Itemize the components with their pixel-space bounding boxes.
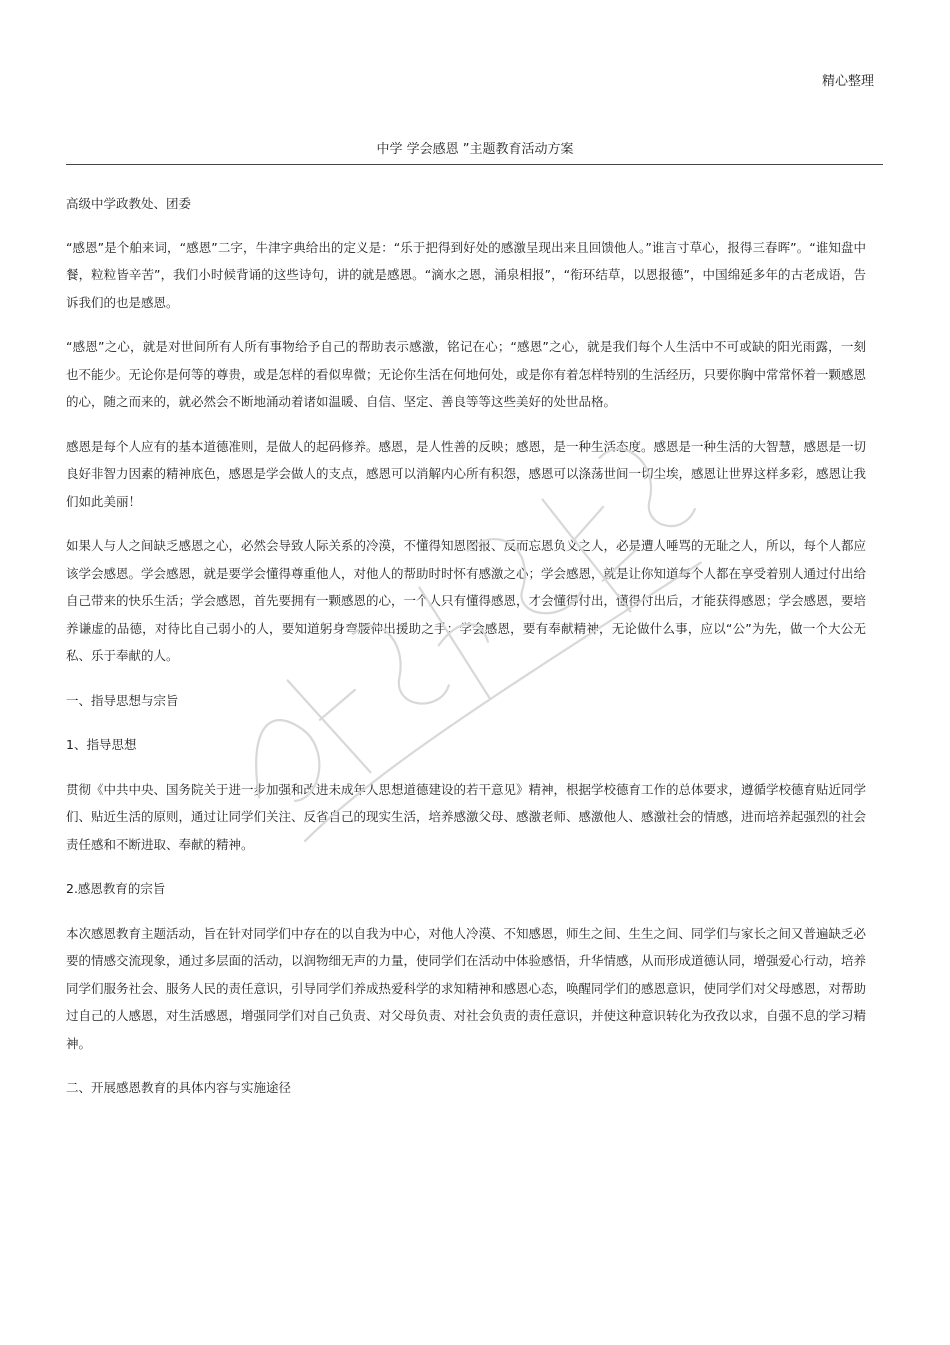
title-divider <box>66 164 883 165</box>
subsection-heading-purpose: 2.感恩教育的宗旨 <box>66 881 166 896</box>
purpose-text: 本次感恩教育主题活动，旨在针对同学们中存在的以自我为中心，对他人冷漠、不知感恩，师生之间、生生之间、同学们与家长之间又普遍缺乏必要的情感交流现象，通过多层面的活动，以润物细无声的力量，使同学们在活动中体验感悟，升华情感，从而形成道德认同，增强爱心行动，培养同学们服务社会、服务人民的责任意识，引导同学们养成热爱科学的求知精神和感恩心态，唤醒同学们的感恩意识，使同学们对父母感恩，对帮助过自己的人感恩，对生活感恩，增强同学们对自己负责、对父母负责、对社会负责的责任意识，并使这种意识转化为孜孜以求，自强不息的学习精神。 <box>66 925 867 1051</box>
section-heading-1: 一、指导思想与宗旨 <box>66 692 179 708</box>
header-label: 精心整理 <box>821 74 874 89</box>
intro-paragraph-3: 感恩是每个人应有的基本道德准则，是做人的起码修养。感恩，是人性善的反映；感恩，是一种生活态度。感恩是一种生活的大智慧，感恩是一切良好非智力因素的精神底色，感恩是学会做人的支点，感恩可以消解内心所有积怨，感恩可以涤荡世间一切尘埃，感恩让世界这样多彩，感恩让我们如此美丽！ <box>66 438 867 509</box>
intro-paragraph-2: “感恩”之心，就是对世间所有人所有事物给予自己的帮助表示感激，铭记在心；“感恩”之心，就是我们每个人生活中不可或缺的阳光雨露，一刻也不能少。无论你是何等的尊贵，或是怎样的看似卑微；无论你生活在何地何处，或是你有着怎样特别的生活经历，只要你胸中常常怀着一颗感恩的心，随之而来的，就必然会不断地涌动着诸如温暖、自信、坚定、善良等等这些美好的处世品格。 <box>66 339 867 409</box>
organization-line: 高级中学政教处、团委 <box>66 196 192 211</box>
guiding-thought-text: 贯彻《中共中央、国务院关于进一步加强和改进未成年人思想道德建设的若干意见》精神，根据学校德育工作的总体要求，遵循学校德育贴近同学们、贴近生活的原则，通过让同学们关注、反省自己的现实生活，培养感激父母、感激老师、感激他人、感激社会的情感，进而培养起强烈的社会责任感和不断进取、奉献的精神。 <box>66 781 867 852</box>
intro-paragraph-4: 如果人与人之间缺乏感恩之心，必然会导致人际关系的冷漠，不懂得知恩图报、反而忘恩负义之人，必是遭人唾骂的无耻之人，所以，每个人都应该学会感恩。学会感恩，就是要学会懂得尊重他人，对他人的帮助时时怀有感激之心；学会感恩，就是让你知道每个人都在享受着别人通过付出给自己带来的快乐生活；学会感恩，首先要拥有一颗感恩的心，一个人只有懂得感恩，才会懂得付出，懂得付出后，才能获得感恩；学会感恩，要培养谦虚的品德，对待比自己弱小的人，要知道躬身弯腰伸出援助之手；学会感恩，要有奉献精神，无论做什么事，应以“公”为先，做一个大公无私、乐于奉献的人。 <box>66 538 867 663</box>
intro-paragraph-1: “感恩”是个舶来词，“感恩”二字，牛津字典给出的定义是：“乐于把得到好处的感激呈现出来且回馈他人。”谁言寸草心，报得三春晖”。“谁知盘中餐，粒粒皆辛苦”，我们小时候背诵的这些诗句，讲的就是感恩。“滴水之恩，涌泉相报”，“衔环结草，以恩报德”，中国绵延多年的古老成语，告诉我们的也是感恩。 <box>66 239 866 310</box>
section-heading-2: 二、开展感恩教育的具体内容与实施途径 <box>66 1080 292 1095</box>
document-body <box>66 190 866 1119</box>
document-title: 中学 学会感恩 ”主题教育活动方案 <box>376 142 574 157</box>
subsection-heading-guiding-thought: 1、指导思想 <box>66 737 137 752</box>
